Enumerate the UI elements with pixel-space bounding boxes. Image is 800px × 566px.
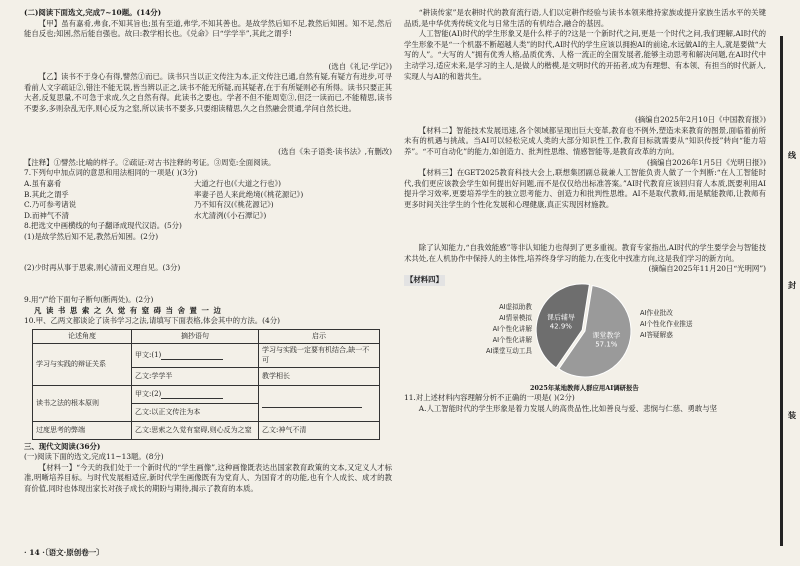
- slice-label: 57.1%: [595, 340, 618, 349]
- table-row: 乙文:学学半 教学相长: [33, 367, 380, 385]
- passage-jia-source: (选自《礼记·学记》): [328, 61, 392, 71]
- page-footer: · 14 ·〔语文·原创卷一〕: [24, 548, 104, 557]
- material-2: 【材料二】智能技术发展迅速,各个领域都呈现出巨大变革,教育也不例外,塑造未来教育的图景,面临着前所未有的机遇与挑战。当AI可以轻松完成人类的大部分知识性工作,教育目标就需要从“知识传授”转向“能力培养”。“不可自动化”的能力,如创造力、批判性思维、情感智能等,是教育改革的方向。: [404, 125, 766, 156]
- table-row: 过度思考的弊端 乙文:思索之久觉有窒碍,则心反为之窒 乙文:神气不清: [33, 421, 380, 439]
- q7-option-d[interactable]: D.而神气不清 水尤清洌(《小石潭记》): [24, 210, 267, 220]
- q7-option-a[interactable]: A.虽有嘉肴 大道之行也(《大道之行也》): [24, 178, 282, 188]
- legend-item-left: AI情景模拟: [499, 313, 532, 322]
- passage-jia: 【甲】虽有嘉肴,弗食,不知其旨也;虽有至道,弗学,不知其善也。是故学然后知不足,教然后知困。知不足,然后能自反也;知困,然后能自强也。故曰:教学相长也。《兑命》曰“学学半”,其此之谓乎!: [24, 18, 392, 39]
- question-8: 8.把选文中画横线的句子翻译成现代汉语。(5分): [24, 221, 182, 231]
- section-heading: (二)阅读下面选文,完成7~10题。(14分): [24, 8, 162, 17]
- legend-item-right: AI个性化作业推送: [640, 319, 693, 328]
- chart-title: 2025年某地教师人群应用AI调研报告: [530, 383, 639, 392]
- question-10: 10.甲、乙两文都谈论了读书学习之法,请填写下面表格,体会其中的方法。(4分): [24, 316, 281, 326]
- table-header: 启示: [259, 329, 380, 343]
- material-4-chart: [404, 275, 766, 393]
- material-4-label: 【材料四】: [406, 274, 443, 284]
- binding-line: [780, 36, 783, 546]
- legend-item-right: AI答疑解惑: [640, 330, 673, 339]
- source-line: (摘编自2026年1月5日《光明日报》): [647, 157, 766, 167]
- legend-item-left: AI虚拟助教: [499, 302, 532, 311]
- binding-mark: 线: [788, 150, 796, 160]
- right-column: [404, 8, 766, 414]
- annotation-notes: 【注释】①譬然:比喻的样子。②疏证:对古书注释的考证。③周览:全面阅读。: [24, 157, 276, 167]
- legend-item-left: AI个性化讲解: [492, 324, 532, 333]
- q11-option-a[interactable]: A.人工智能时代的学生形象是着力发展人的高贵品性,比如善良与爱、悲悯与仁慈、勇敢与坚: [418, 403, 718, 413]
- answer-blank[interactable]: [161, 351, 223, 360]
- paragraph: 人工智能(AI)时代的学生形象又是什么样子的?这是一个新时代之问,更是一个时代之问,我们理解,AI时代的学生形象不是“一个机器不断超越人类”的时代,AI时代的学生应该以拥抱AI的前途,水远做AI的主人,就是要做“大写的人”。“大写的人”拥有优秀人格,品质优秀、人格一流正的全面发展者,能够主动思考和解决问题,在AI时代中主动学习,适应未来,是学习的主人,是做人的楷模,是文明时代的开拓者,成为有理想、有本领、有担当的时代新人,实现人与AI的和谐共生。: [404, 29, 766, 81]
- answer-blank[interactable]: [262, 399, 362, 408]
- section-heading: 三、现代文阅读(36分): [24, 441, 101, 451]
- legend-item-left: AI个性化讲解: [492, 335, 532, 344]
- table-row: 乙文:以正文传注为本: [33, 403, 380, 421]
- legend-item-left: AI课堂互动工具: [485, 346, 532, 355]
- binding-mark: 封: [788, 280, 796, 290]
- question-8-2: (2)少时再从事于思索,则心清而义理自见。(3分): [24, 262, 181, 272]
- legend-item-right: AI作业批改: [640, 308, 673, 317]
- passage-yi: 【乙】读书不于身心有得,譬然①而已。读书只当以正文传注为本,正文传注已通,自然有疑,有疑方有进步,可寻看前人文字疏证②,错注不能无误,皆当辨以正之,读书不能无所疑,而其疑者,在于有所疑则必有所得。读书只要正其大者,反复思量,不可急于求成,久之自然有得。此读书之要也。学者不但不能周览③,但泛一读而已,不能精思,读书不要多,多则杂乱无序,则心反为之窒,所以读书不要多,只要细读精思,久之自然融会贯通,学问自然长进。: [24, 72, 392, 113]
- passage-yi-source: (选自《朱子语类·读书法》,有删改): [278, 147, 392, 157]
- question-8-1: (1)是故学然后知不足,教然后知困。(2分): [24, 231, 159, 241]
- paragraph: 除了认知能力,“自我效能感”等非认知能力也得到了更多重视。教育专家指出,AI时代的学生要学会与智能技术共处,在人机协作中保持人的主体性,培养终身学习的能力,在变化中找准方向,这是我们学习的新方向。: [404, 243, 766, 263]
- question-9-text: 凡 读 书 思 索 之 久 觉 有 窒 碍 当 舍 置 一 边: [34, 305, 222, 315]
- binding-mark: 装: [788, 410, 796, 420]
- section-subheading: (一)阅读下面的选文,完成11~13题。(8分): [24, 452, 164, 462]
- slice-label: 42.9%: [549, 322, 572, 331]
- comparison-table: [32, 329, 380, 440]
- table-header: 论述角度: [33, 329, 132, 343]
- table-header: 摘抄语句: [132, 329, 259, 343]
- q7-option-c[interactable]: C.乃可参考诸说 乃不知有汉(《桃花源记》): [24, 200, 274, 210]
- q7-option-b[interactable]: B.其此之谓乎 率妻子邑人来此绝境(《桃花源记》): [24, 189, 304, 199]
- answer-blank[interactable]: [161, 390, 223, 399]
- slice-label: 课堂教学: [592, 331, 621, 340]
- binding-margin: [772, 0, 800, 566]
- table-row: 读书之法的根本原则 甲文:(2): [33, 385, 380, 403]
- paragraph: “耕读传家”是农耕时代的教育流行语,人们以定耕作经验与读书本领来维持家族或提升家族生活水平的关键品质,是中华优秀传统文化与日常生活的有机结合,融合的基因。: [404, 8, 766, 28]
- question-9: 9.用“/”给下面句子断句(断两处)。(2分): [24, 295, 154, 305]
- pie-chart: [404, 275, 766, 381]
- material-3: 【材料三】在GET2025教育科技大会上,联想集团副总裁兼人工智能负责人做了一个判断:“在人工智能时代,我们更应该教会学生如何提出好问题,而不是仅仅给出标准答案。”AI时代教育应该回归育人本质,既要利用AI提升学习效率,更要培养学生的独立思考能力、创造力和批判性思维。AI不是取代教师,而是赋能教师,让教师有更多时间关注学生的个性化发展和心理健康,真正实现因材施教。: [404, 168, 766, 209]
- question-7: 7.下列句中加点词的意思和用法相同的一项是( )(3分): [24, 168, 198, 178]
- source-line: (摘编自2025年2月10日《中国教育报》): [634, 115, 766, 125]
- source-line: (摘编自2025年11月20日“光明网”): [648, 264, 766, 274]
- material-1: 【材料一】“今天的我们处于一个新时代的“学生画像”,这种画像既表达出国家教育政策的文本,又定义人才标准,明晰培养目标。与时代发展相适应,新时代学生画像既有为党育人、为国育才的功能,也有个人成长、成才的教育价值,同时也体现出家长对孩子成长的期盼与期待,揭示了教育的本质。: [24, 462, 392, 494]
- table-row: 学习与实践的辩证关系 甲文:(1) 学习与实践一定要有机结合,缺一不可: [33, 343, 380, 367]
- left-column: [24, 8, 392, 506]
- question-11: 11.对上述材料内容理解分析不正确的一项是( )(2分): [404, 392, 575, 402]
- slice-label: 课后辅导: [546, 313, 575, 322]
